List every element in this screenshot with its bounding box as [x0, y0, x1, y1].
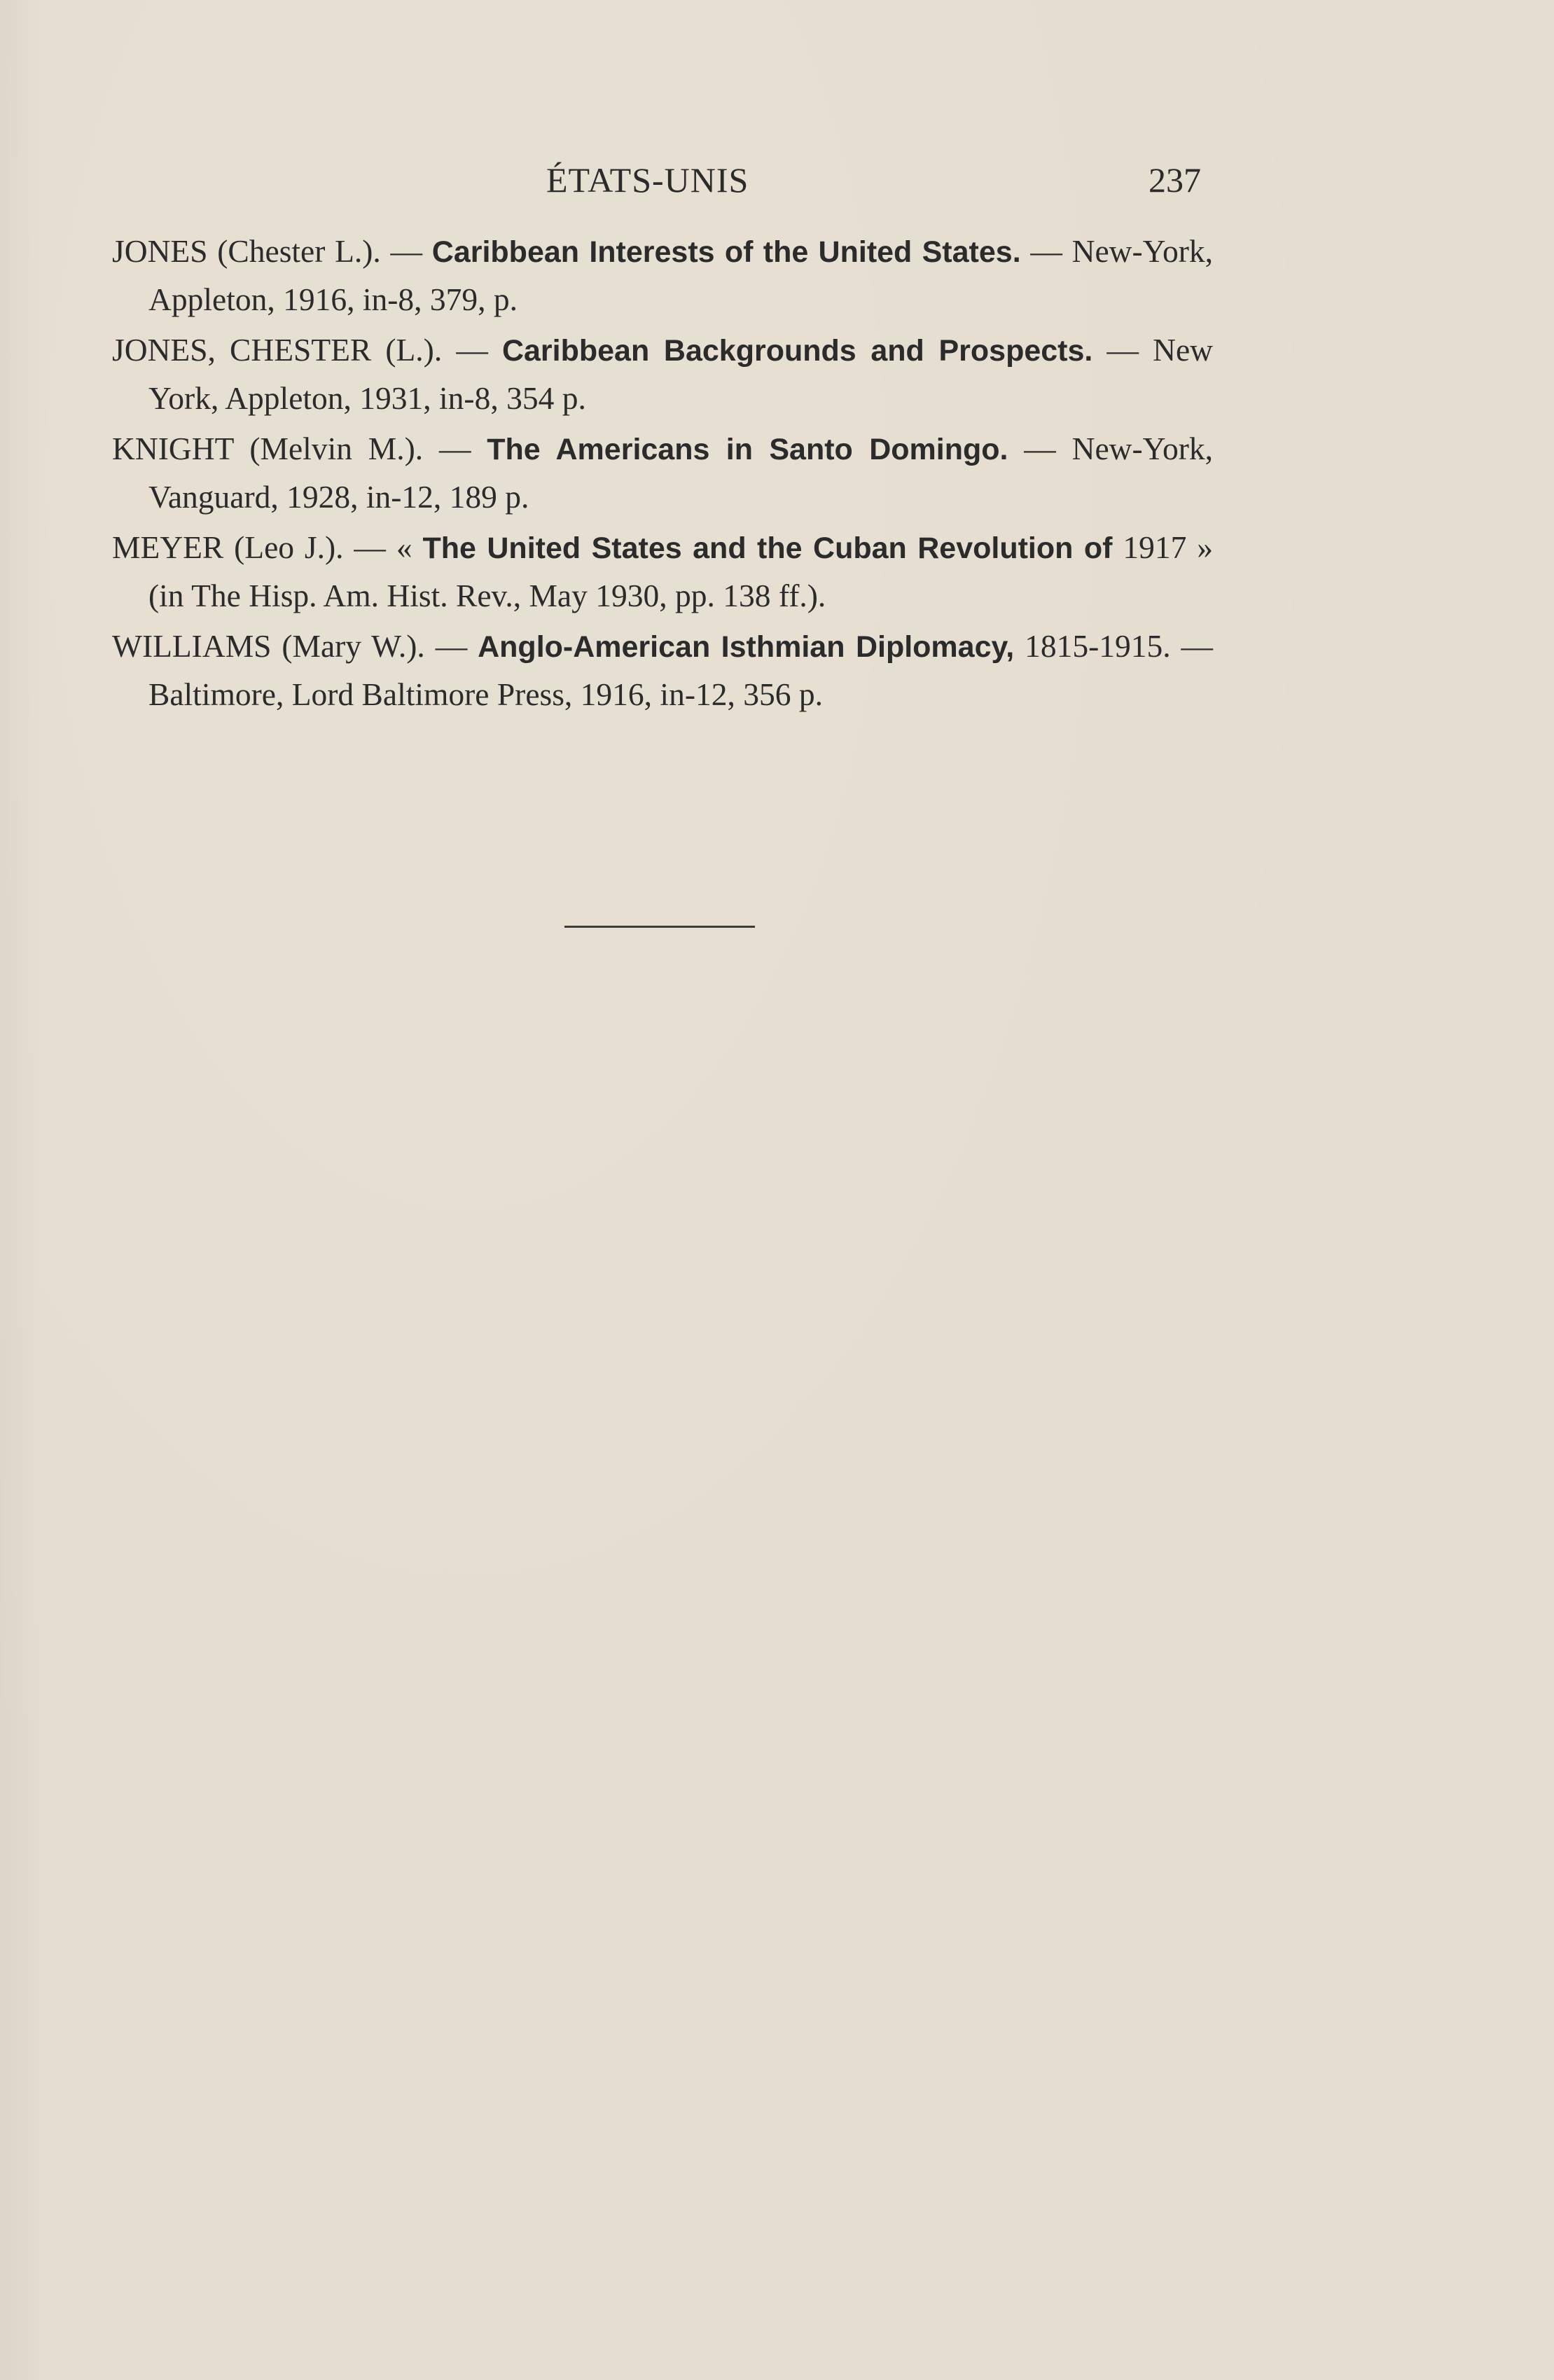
- entry-publication: — New-York, Appleton, 1916, in-8, 379, p.: [148, 233, 1213, 317]
- page-number: 237: [1149, 160, 1201, 200]
- entry-author: JONES, CHESTER (L.). —: [112, 332, 502, 368]
- entry-publication: 1917 » (in The Hisp. Am. Hist. Rev., May 1930, pp. 138 ff.).: [148, 529, 1214, 613]
- entry-author: WILLIAMS (Mary W.). —: [112, 628, 478, 664]
- entry-title: The United States and the Cuban Revolution of: [422, 531, 1113, 565]
- entry-title: The Americans in Santo Domingo.: [487, 433, 1008, 466]
- bibliography-entry: [112, 425, 1213, 521]
- running-title: ÉTATS-UNIS: [546, 160, 749, 200]
- end-rule: [564, 926, 755, 928]
- entry-title: Caribbean Interests of the United States.: [431, 235, 1021, 269]
- bibliography-entry: [112, 622, 1213, 718]
- entry-author: KNIGHT (Melvin M.). —: [112, 431, 487, 466]
- entry-title: Caribbean Backgrounds and Prospects.: [501, 334, 1093, 368]
- entry-publication: — New-York, Vanguard, 1928, in-12, 189 p.: [148, 431, 1213, 515]
- entry-publication: 1815-1915. — Baltimore, Lord Baltimore Press, 1916, in-12, 356 p.: [148, 628, 1213, 712]
- bibliography-entry: [112, 228, 1213, 323]
- bibliography-entry: [112, 326, 1213, 422]
- entry-title: Anglo-American Isthmian Diplomacy,: [478, 630, 1015, 664]
- bibliography-entry: [112, 524, 1213, 620]
- entry-publication: — New York, Appleton, 1931, in-8, 354 p.: [148, 332, 1213, 416]
- page-header: [0, 155, 1554, 204]
- entry-author: JONES (Chester L.). —: [112, 233, 432, 269]
- bibliography-list: [112, 228, 1213, 721]
- entry-author: MEYER (Leo J.). — «: [112, 529, 423, 565]
